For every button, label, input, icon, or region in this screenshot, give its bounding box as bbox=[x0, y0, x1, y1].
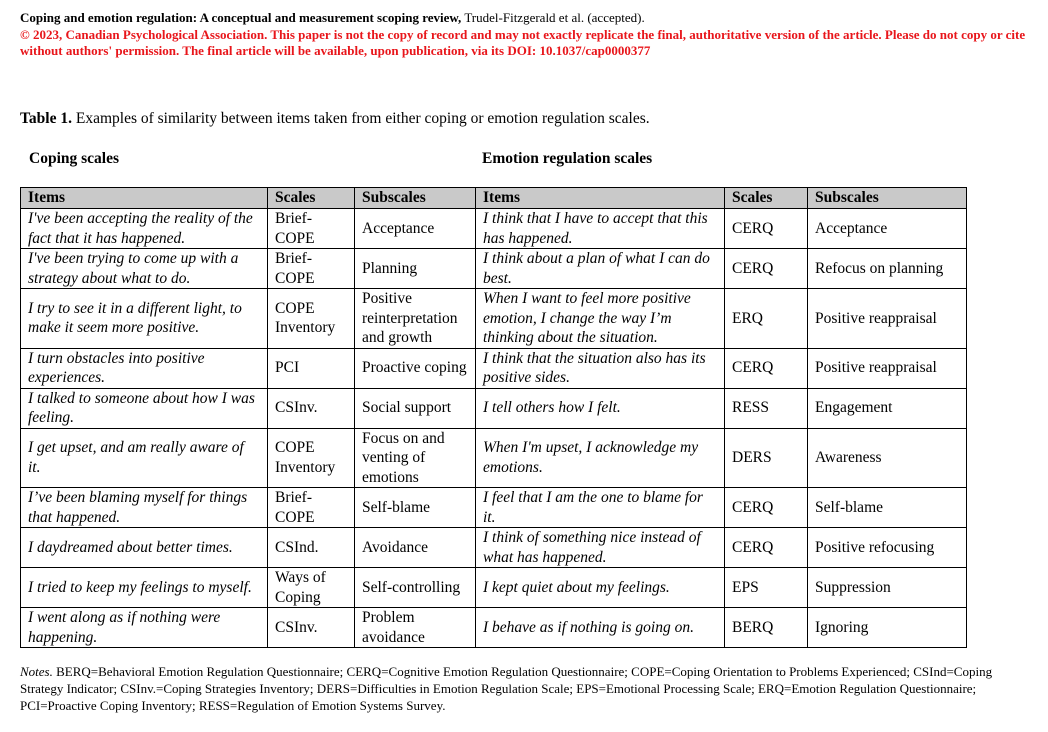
coping-scale-cell: Brief-COPE bbox=[268, 488, 355, 528]
coping-subscale-cell: Positive reinterpretation and growth bbox=[355, 289, 476, 349]
table-notes bbox=[20, 663, 1030, 714]
coping-scale-cell: COPE Inventory bbox=[268, 289, 355, 349]
er-item-cell: I behave as if nothing is going on. bbox=[476, 608, 725, 648]
coping-item-cell: I talked to someone about how I was feeling. bbox=[21, 388, 268, 428]
er-subscale-cell: Positive reappraisal bbox=[808, 348, 967, 388]
er-item-cell: I tell others how I felt. bbox=[476, 388, 725, 428]
er-subscale-cell: Suppression bbox=[808, 568, 967, 608]
er-scale-cell: CERQ bbox=[725, 209, 808, 249]
table-caption-text: Examples of similarity between items taken from either coping or emotion regulation scales. bbox=[71, 110, 650, 127]
er-scale-cell: CERQ bbox=[725, 249, 808, 289]
coping-item-cell: I turn obstacles into positive experiences. bbox=[21, 348, 268, 388]
table-caption bbox=[20, 110, 650, 128]
coping-scale-cell: CSInd. bbox=[268, 528, 355, 568]
coping-scale-cell: PCI bbox=[268, 348, 355, 388]
er-scale-cell: CERQ bbox=[725, 348, 808, 388]
table-row bbox=[21, 289, 967, 349]
er-item-cell: I kept quiet about my feelings. bbox=[476, 568, 725, 608]
table-row bbox=[21, 488, 967, 528]
er-subscale-cell: Positive refocusing bbox=[808, 528, 967, 568]
er-scale-cell: BERQ bbox=[725, 608, 808, 648]
coping-subscale-cell: Self-blame bbox=[355, 488, 476, 528]
er-scale-cell: EPS bbox=[725, 568, 808, 608]
table-row bbox=[21, 528, 967, 568]
table-row bbox=[21, 568, 967, 608]
coping-scales-heading: Coping scales bbox=[29, 150, 119, 167]
coping-item-cell: I've been trying to come up with a strategy about what to do. bbox=[21, 249, 268, 289]
er-subscale-cell: Refocus on planning bbox=[808, 249, 967, 289]
column-header: Subscales bbox=[808, 188, 967, 209]
coping-item-cell: I tried to keep my feelings to myself. bbox=[21, 568, 268, 608]
coping-subscale-cell: Problem avoidance bbox=[355, 608, 476, 648]
er-subscale-cell: Engagement bbox=[808, 388, 967, 428]
notes-text: BERQ=Behavioral Emotion Regulation Questionnaire; CERQ=Cognitive Emotion Regulation Questionnaire; COPE=Coping Orientation to Problems Experienced; CSInd=Coping Strategy Indicator; CSInv.=Coping Strategies Inventory; DERS=Difficulties in Emotion Regulation Scale; EPS=Emotional Processing Scale; ERQ=Emotion Regulation Questionnaire; PCI=Proactive Coping Inventory; RESS=Regulation of Emotion Systems Survey. bbox=[20, 664, 993, 713]
coping-subscale-cell: Proactive coping bbox=[355, 348, 476, 388]
coping-subscale-cell: Self-controlling bbox=[355, 568, 476, 608]
table-row bbox=[21, 249, 967, 289]
article-authors: Trudel-Fitzgerald et al. (accepted). bbox=[461, 10, 645, 25]
coping-scale-cell: Ways of Coping bbox=[268, 568, 355, 608]
coping-subscale-cell: Avoidance bbox=[355, 528, 476, 568]
page-header bbox=[20, 10, 1030, 60]
emotion-regulation-scales-heading: Emotion regulation scales bbox=[482, 150, 653, 167]
er-scale-cell: RESS bbox=[725, 388, 808, 428]
coping-item-cell: I’ve been blaming myself for things that happened. bbox=[21, 488, 268, 528]
er-item-cell: When I want to feel more positive emotion, I change the way I’m thinking about the situation. bbox=[476, 289, 725, 349]
coping-scale-cell: CSInv. bbox=[268, 388, 355, 428]
notes-label: Notes. bbox=[20, 664, 53, 679]
er-subscale-cell: Self-blame bbox=[808, 488, 967, 528]
column-header: Scales bbox=[268, 188, 355, 209]
er-item-cell: I think that I have to accept that this has happened. bbox=[476, 209, 725, 249]
er-scale-cell: CERQ bbox=[725, 528, 808, 568]
er-item-cell: When I'm upset, I acknowledge my emotions. bbox=[476, 428, 725, 488]
column-header: Items bbox=[476, 188, 725, 209]
coping-scale-cell: Brief-COPE bbox=[268, 249, 355, 289]
er-subscale-cell: Acceptance bbox=[808, 209, 967, 249]
er-item-cell: I think about a plan of what I can do best. bbox=[476, 249, 725, 289]
copyright-notice: © 2023, Canadian Psychological Association. This paper is not the copy of record and may not exactly replicate the final, authoritative version of the article. Please do not copy or cite without authors' permission. The final article will be available, upon publication, via its DOI: 10.1037/cap0000377 bbox=[20, 26, 1026, 58]
column-header: Subscales bbox=[355, 188, 476, 209]
coping-item-cell: I try to see it in a different light, to make it seem more positive. bbox=[21, 289, 268, 349]
coping-scale-cell: COPE Inventory bbox=[268, 428, 355, 488]
er-item-cell: I think that the situation also has its positive sides. bbox=[476, 348, 725, 388]
er-scale-cell: CERQ bbox=[725, 488, 808, 528]
er-subscale-cell: Positive reappraisal bbox=[808, 289, 967, 349]
coping-subscale-cell: Focus on and venting of emotions bbox=[355, 428, 476, 488]
table-caption-label: Table 1. bbox=[20, 110, 72, 127]
coping-item-cell: I've been accepting the reality of the fact that it has happened. bbox=[21, 209, 268, 249]
table-row bbox=[21, 388, 967, 428]
coping-item-cell: I daydreamed about better times. bbox=[21, 528, 268, 568]
er-item-cell: I feel that I am the one to blame for it. bbox=[476, 488, 725, 528]
er-subscale-cell: Ignoring bbox=[808, 608, 967, 648]
table-header-row bbox=[21, 188, 967, 209]
table-row bbox=[21, 348, 967, 388]
er-scale-cell: ERQ bbox=[725, 289, 808, 349]
column-header: Items bbox=[21, 188, 268, 209]
coping-scale-cell: CSInv. bbox=[268, 608, 355, 648]
coping-scale-cell: Brief-COPE bbox=[268, 209, 355, 249]
er-item-cell: I think of something nice instead of what has happened. bbox=[476, 528, 725, 568]
coping-subscale-cell: Planning bbox=[355, 249, 476, 289]
coping-subscale-cell: Acceptance bbox=[355, 209, 476, 249]
table-row bbox=[21, 209, 967, 249]
similarity-table bbox=[20, 187, 967, 648]
coping-item-cell: I get upset, and am really aware of it. bbox=[21, 428, 268, 488]
coping-subscale-cell: Social support bbox=[355, 388, 476, 428]
table-row bbox=[21, 428, 967, 488]
column-header: Scales bbox=[725, 188, 808, 209]
table-row bbox=[21, 608, 967, 648]
er-scale-cell: DERS bbox=[725, 428, 808, 488]
coping-item-cell: I went along as if nothing were happening. bbox=[21, 608, 268, 648]
article-title: Coping and emotion regulation: A conceptual and measurement scoping review, bbox=[20, 10, 462, 25]
er-subscale-cell: Awareness bbox=[808, 428, 967, 488]
